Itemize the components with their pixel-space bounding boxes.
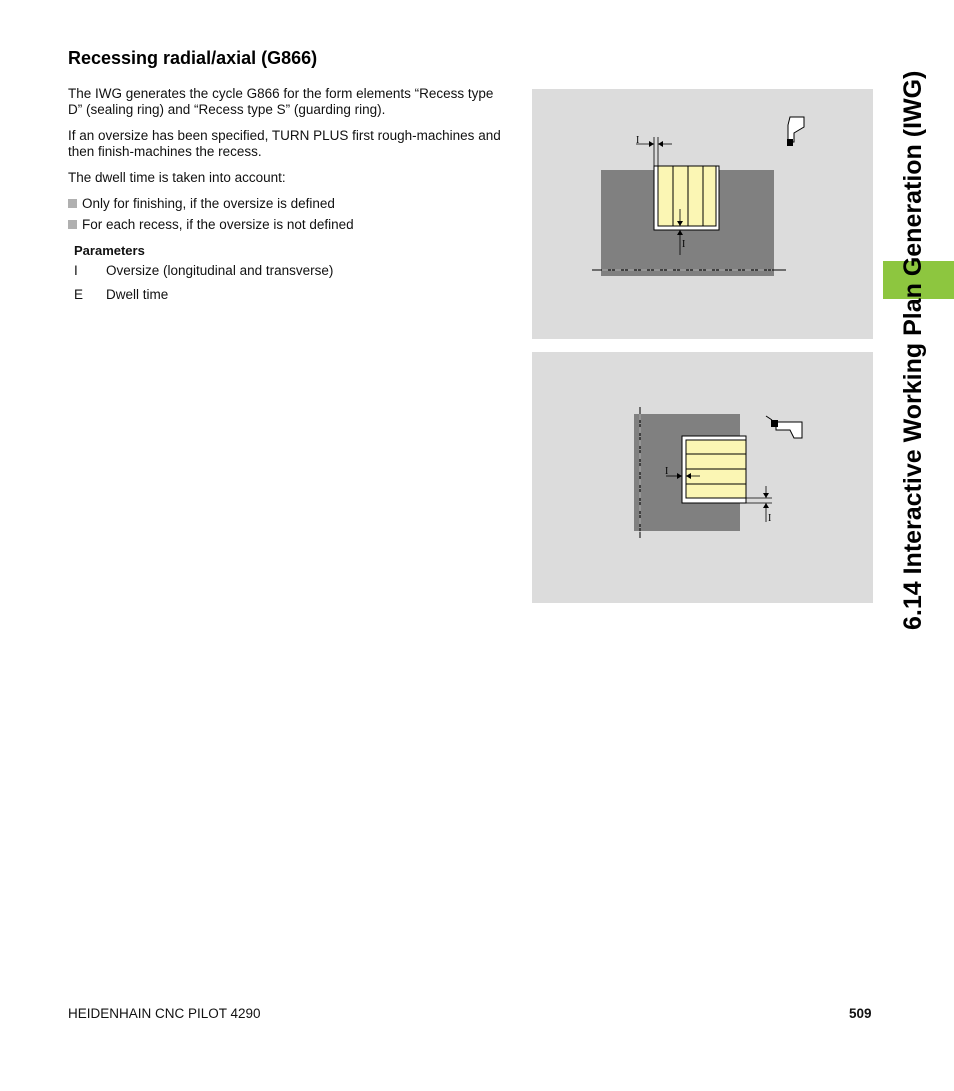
parameter-key: I: [74, 263, 78, 278]
page-number: 509: [849, 1006, 872, 1021]
parameter-label: Dwell time: [106, 287, 169, 302]
tool-icon: [787, 117, 804, 146]
chapter-title: 6.14 Interactive Working Plan Generation (IWG): [899, 70, 927, 630]
footer-product: HEIDENHAIN CNC PILOT 4290: [68, 1006, 261, 1021]
square-bullet-icon: [68, 220, 77, 229]
parameter-key: E: [74, 287, 84, 302]
parameter-label: Oversize (longitudinal and transverse): [106, 263, 334, 278]
parameter-row: [74, 263, 508, 279]
dim-label: I: [636, 135, 640, 146]
bullet-item: [68, 196, 508, 212]
axial-recess-figure: [532, 352, 873, 603]
dim-label: I: [682, 239, 686, 250]
dim-label: I: [768, 513, 772, 524]
parameters-title: Parameters: [74, 243, 145, 258]
tool-icon: [766, 416, 802, 438]
axial-recess-diagram: [532, 352, 873, 603]
radial-recess-figure: [532, 89, 873, 339]
radial-recess-diagram: [532, 89, 873, 339]
square-bullet-icon: [68, 199, 77, 208]
bullet-text: For each recess, if the oversize is not defined: [82, 217, 354, 232]
parameter-row: [74, 287, 508, 303]
bullet-list: [68, 196, 508, 233]
bullet-item: [68, 217, 508, 233]
paragraph: If an oversize has been specified, TURN PLUS first rough-machines and then finish-machines the recess.: [68, 128, 501, 159]
section-heading: Recessing radial/axial (G866): [68, 48, 318, 68]
body-text: [68, 86, 508, 311]
dim-label: I: [665, 466, 669, 477]
paragraph: The IWG generates the cycle G866 for the form elements “Recess type D” (sealing ring) and “Recess type S” (guarding ring).: [68, 86, 494, 117]
paragraph: The dwell time is taken into account:: [68, 170, 286, 185]
bullet-text: Only for finishing, if the oversize is defined: [82, 196, 335, 211]
recess-fill: [658, 166, 716, 226]
